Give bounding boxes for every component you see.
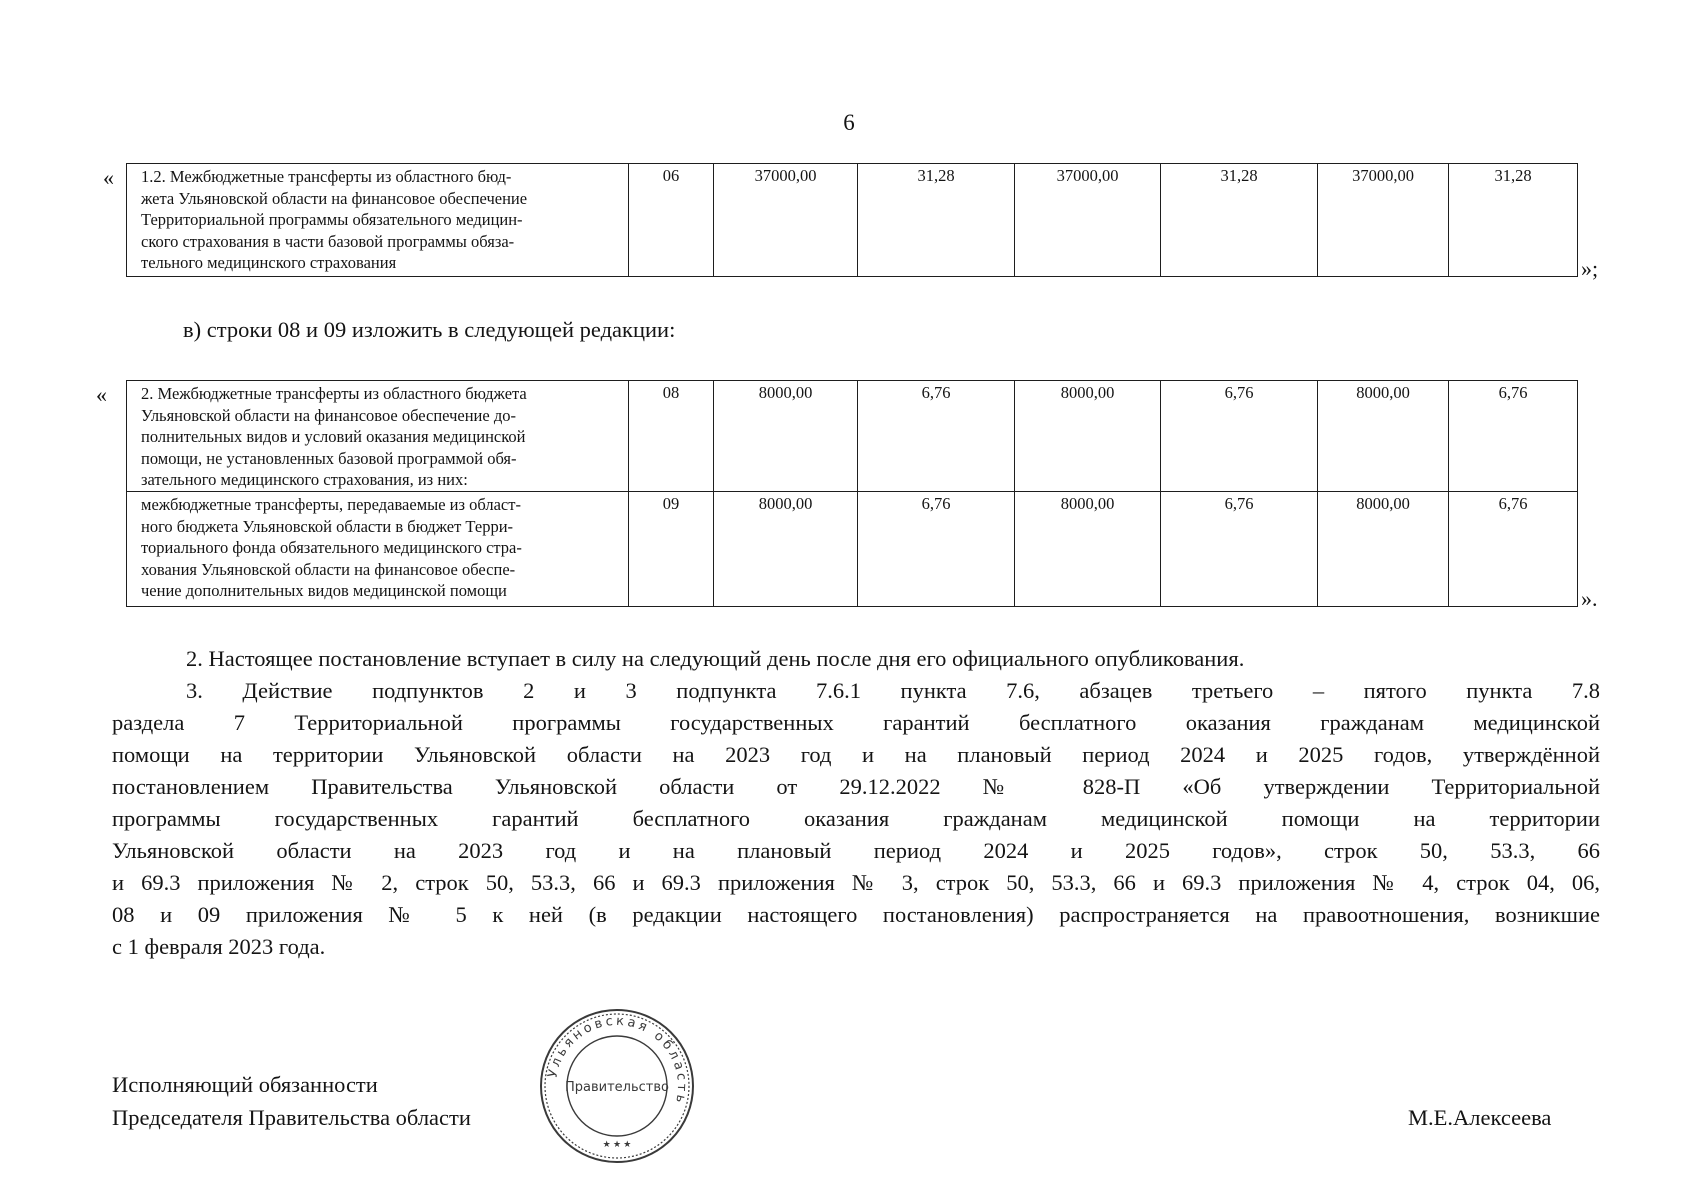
amount-2025: 8000,00 bbox=[1318, 492, 1449, 607]
clause-3-line: помощи на территории Ульяновской области на 2023 год и на плановый период 2024 и 2025 годов, утверждённой bbox=[112, 742, 1600, 767]
amount-2024: 8000,00 bbox=[1015, 492, 1161, 607]
budget-table-1 bbox=[126, 163, 1578, 277]
table-row bbox=[127, 492, 1578, 607]
amount-2025: 37000,00 bbox=[1318, 164, 1449, 277]
row-description: 2. Межбюджетные трансферты из областного бюджета Ульяновской области на финансовое обеспечение до- полнительных видов и условий оказания медицинской помощи, не установленных базовой программой обя- зательного медицинского страхования, из них: bbox=[127, 381, 629, 492]
amount-2025: 8000,00 bbox=[1318, 381, 1449, 492]
clause-3-line: постановлением Правительства Ульяновской области от 29.12.2022 № 828-П «Об утверждении Территориальной bbox=[112, 774, 1600, 799]
amount-2023: 37000,00 bbox=[714, 164, 858, 277]
clause-3-line: с 1 февраля 2023 года. bbox=[112, 934, 326, 959]
percent-2023: 6,76 bbox=[858, 381, 1015, 492]
percent-2025: 6,76 bbox=[1449, 381, 1578, 492]
percent-2025: 31,28 bbox=[1449, 164, 1578, 277]
amount-2023: 8000,00 bbox=[714, 492, 858, 607]
row-code: 09 bbox=[629, 492, 714, 607]
clause-3-line: 08 и 09 приложения № 5 к ней (в редакции настоящего постановления) распространяется на правоотношения, возникшие bbox=[112, 902, 1600, 927]
close-quote-table2: ». bbox=[1581, 586, 1598, 611]
clause-3 bbox=[112, 675, 1600, 963]
row-code: 06 bbox=[629, 164, 714, 277]
open-quote-table1: « bbox=[103, 165, 114, 190]
percent-2025: 6,76 bbox=[1449, 492, 1578, 607]
percent-2023: 31,28 bbox=[858, 164, 1015, 277]
clause-3-line: и 69.3 приложения № 2, строк 50, 53.3, 66 и 69.3 приложения № 3, строк 50, 53.3, 66 и 69.3 приложения № 4, строк 04, 06, bbox=[112, 870, 1600, 895]
percent-2024: 6,76 bbox=[1161, 381, 1318, 492]
signatory-name: М.Е.Алексеева bbox=[1408, 1105, 1552, 1130]
signatory-position: Исполняющий обязанности Председателя Правительства области bbox=[112, 1072, 471, 1130]
percent-2023: 6,76 bbox=[858, 492, 1015, 607]
row-description: межбюджетные трансферты, передаваемые из област- ного бюджета Ульяновской области в бюджет Терри- ториального фонда обязательного медицинского стра- хования Ульяновской области на финансовое обеспе- чение дополнительных видов медицинской помощи bbox=[127, 492, 629, 607]
page-number: 6 bbox=[843, 110, 855, 135]
clause-3-line: программы государственных гарантий бесплатного оказания гражданам медицинской помощи на территории bbox=[112, 806, 1600, 831]
clause-3-line: раздела 7 Территориальной программы государственных гарантий бесплатного оказания гражданам медицинской bbox=[112, 710, 1600, 735]
row-description: 1.2. Межбюджетные трансферты из областного бюд- жета Ульяновской области на финансовое обеспечение Территориальной программы обязательного медицин- ского страхования в части базовой программы обяза- тельного медицинского страхования bbox=[127, 164, 629, 277]
svg-text:Правительство: Правительство bbox=[565, 1080, 669, 1095]
close-quote-table1: »; bbox=[1581, 256, 1599, 281]
official-seal bbox=[538, 1007, 696, 1165]
table-row bbox=[127, 381, 1578, 492]
row-code: 08 bbox=[629, 381, 714, 492]
percent-2024: 6,76 bbox=[1161, 492, 1318, 607]
budget-table-2 bbox=[126, 380, 1578, 607]
clause-3-line: 3. Действие подпунктов 2 и 3 подпункта 7.6.1 пункта 7.6, абзацев третьего – пятого пункта 7.8 bbox=[186, 678, 1600, 703]
amount-2023: 8000,00 bbox=[714, 381, 858, 492]
svg-text:Ульяновская область: Ульяновская область bbox=[545, 1013, 690, 1107]
section-v-heading: в) строки 08 и 09 изложить в следующей редакции: bbox=[183, 317, 676, 342]
svg-text:★ ★ ★: ★ ★ ★ bbox=[602, 1139, 632, 1149]
table-row bbox=[127, 164, 1578, 277]
open-quote-table2: « bbox=[96, 382, 107, 407]
amount-2024: 37000,00 bbox=[1015, 164, 1161, 277]
clause-3-line: Ульяновской области на 2023 год и на плановый период 2024 и 2025 годов», строк 50, 53.3, 66 bbox=[112, 838, 1600, 863]
amount-2024: 8000,00 bbox=[1015, 381, 1161, 492]
percent-2024: 31,28 bbox=[1161, 164, 1318, 277]
clause-2: 2. Настоящее постановление вступает в силу на следующий день после дня его официального опубликования. bbox=[186, 646, 1245, 671]
